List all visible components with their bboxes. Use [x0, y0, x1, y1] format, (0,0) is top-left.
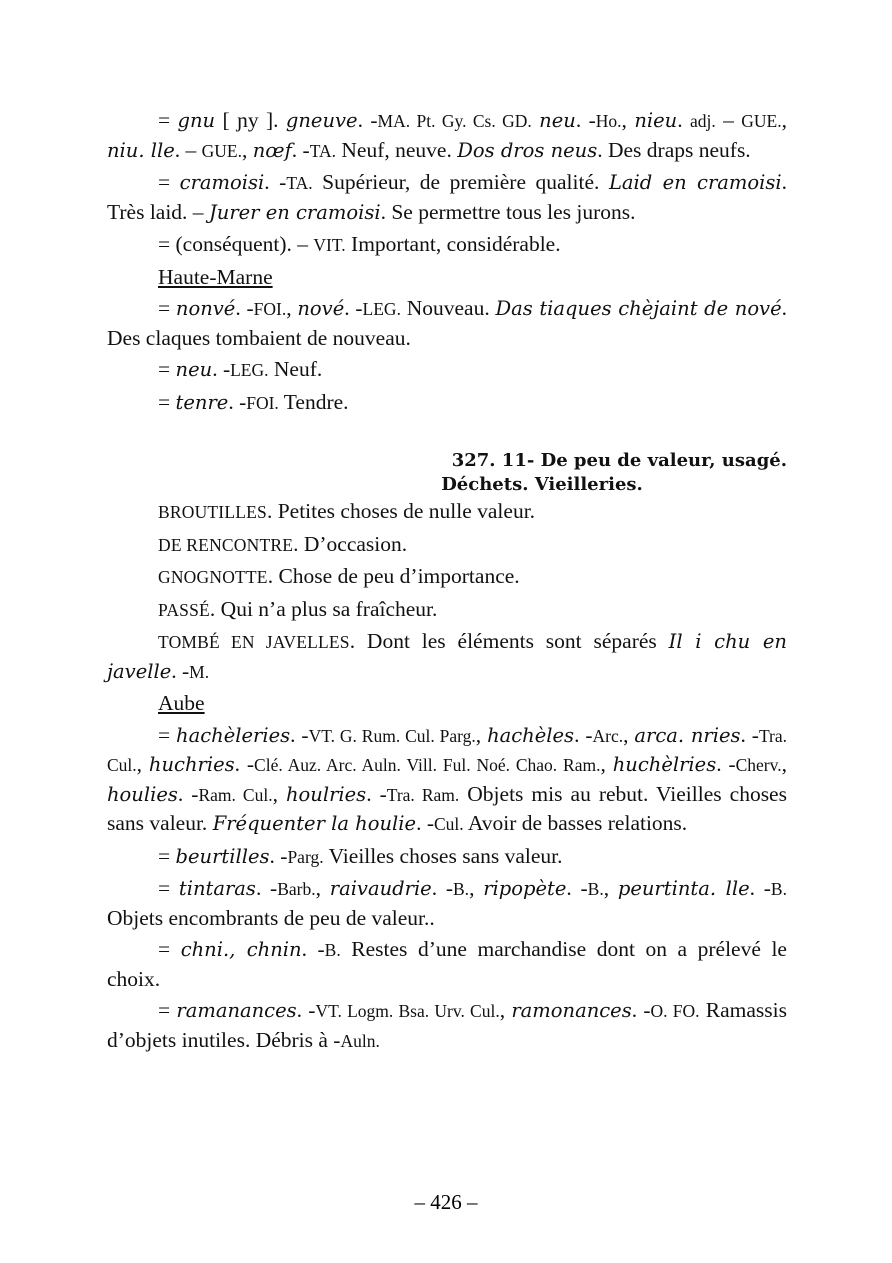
- dialect-form: Il i chu en javelle: [107, 630, 787, 683]
- abbrev-text: O. FO.: [650, 1001, 700, 1021]
- dialect-form: nonvé: [175, 297, 236, 320]
- page-body: [107, 106, 787, 1058]
- dialect-form: nœf: [252, 138, 292, 162]
- entry-text: ,: [475, 722, 488, 747]
- entry-text: =: [158, 998, 177, 1022]
- dialect-form: Laid en cramoisi: [608, 171, 782, 194]
- abbrev-text: Tra. Ram.: [386, 784, 460, 805]
- entry-text: =: [158, 722, 177, 747]
- entry-chni: [107, 935, 787, 993]
- entry-text: . -: [749, 876, 771, 900]
- entry-text: . -: [291, 137, 310, 162]
- entry-text: . -: [171, 658, 190, 683]
- entry-text: =: [158, 170, 180, 194]
- entry-text: ,: [469, 876, 484, 900]
- entry-text: Vieilles choses sans valeur.: [323, 843, 563, 868]
- entry-text: ,: [315, 876, 330, 900]
- abbrev-text: Tra. Cul.: [107, 725, 787, 775]
- entry-text: . -: [296, 998, 316, 1022]
- entry-tombe: [107, 627, 787, 686]
- region-heading-haute-marne: [107, 263, 787, 292]
- entry-passe: [107, 595, 787, 625]
- abbrev-text: Parg.: [287, 846, 324, 867]
- abbrev-text: Ram. Cul.: [198, 784, 273, 805]
- dialect-form: tintaras: [178, 877, 256, 900]
- dialect-form: ramonances: [511, 999, 632, 1022]
- dialect-form: peurtinta. lle: [617, 877, 750, 900]
- entry-text: . Dont les éléments sont séparés: [349, 629, 669, 653]
- dialect-form: nieu: [634, 109, 678, 132]
- abbrev-text: TOMBÉ EN JAVELLES: [158, 632, 350, 652]
- entry-text: =: [158, 843, 176, 868]
- abbrev-text: B.: [324, 940, 341, 960]
- entry-text: Aube: [158, 691, 205, 715]
- entry-text: ,: [781, 752, 787, 776]
- entry-beurtilles: [107, 842, 787, 872]
- dialect-form: niu. lle: [107, 138, 175, 162]
- entry-text: . -: [235, 296, 254, 320]
- entry-text: . -: [264, 170, 287, 194]
- entry-consequent: [107, 230, 787, 260]
- entry-text: = (conséquent). –: [158, 232, 314, 256]
- entry-text: ,: [623, 722, 635, 747]
- section-heading-line2: Déchets. Vieilleries.: [441, 474, 643, 495]
- entry-text: . -: [431, 876, 453, 900]
- entry-text: . -: [575, 108, 596, 132]
- abbrev-text: Clé. Auz. Arc. Auln. Vill. Ful. Noé. Chao. Ram.: [254, 755, 601, 775]
- entry-text: ,: [286, 296, 298, 320]
- region-heading-aube: [107, 689, 787, 718]
- abbrev-text: B.: [587, 879, 604, 899]
- entry-text: . -: [566, 876, 588, 900]
- entry-text: . -: [269, 843, 288, 868]
- abbrev-text: TA.: [309, 140, 337, 161]
- abbrev-text: LEG.: [362, 299, 401, 319]
- abbrev-text: FOI.: [253, 299, 287, 319]
- abbrev-text: Cul.: [433, 814, 464, 834]
- dialect-form: beurtilles: [175, 844, 270, 868]
- entry-text: Important, considérable.: [345, 232, 561, 256]
- entry-ramanances: [107, 996, 787, 1055]
- dialect-form: Fréquenter la houlie: [212, 812, 417, 835]
- entry-text: . -: [416, 811, 434, 835]
- entry-text: . -: [344, 296, 363, 320]
- abbrev-text: B.: [770, 879, 787, 899]
- entry-text: =: [158, 108, 178, 132]
- abbrev-text: GUE.: [201, 140, 242, 161]
- abbrev-text: VIT.: [313, 235, 346, 255]
- entry-text: . Des claques tombaient de nouveau.: [107, 296, 787, 350]
- entry-text: =: [158, 389, 176, 414]
- abbrev-text: Cherv.: [735, 755, 782, 775]
- entry-text: . -: [716, 752, 736, 776]
- dialect-form: Dos dros neus: [457, 138, 598, 162]
- abbrev-text: VT. Logm. Bsa. Urv. Cul.: [315, 1001, 500, 1021]
- dialect-form: Das tiaques chèjaint de nové: [495, 297, 782, 320]
- entry-text: ,: [621, 108, 635, 132]
- entry-broutilles: [107, 497, 787, 527]
- dialect-form: hachèleries: [176, 723, 291, 747]
- entry-text: ,: [241, 137, 253, 162]
- section-heading: [107, 449, 787, 497]
- entry-text: Supérieur, de première qualité.: [312, 170, 609, 194]
- dialect-form: Jurer en cramoisi: [208, 200, 381, 224]
- entry-text: [ ɲy ].: [215, 108, 286, 132]
- entry-text: =: [158, 357, 176, 381]
- entry-text: . -: [301, 937, 325, 961]
- entry-text: Objets encombrants de peu de valeur..: [107, 905, 435, 930]
- dialect-form: hachèles: [487, 723, 575, 747]
- abbrev-text: TA.: [286, 173, 313, 193]
- entry-text: Restes d’une marchandise dont on a prélevé le choix.: [107, 937, 787, 991]
- abbrev-text: FOI.: [246, 392, 279, 413]
- entry-text: . –: [174, 137, 202, 162]
- abbrev-text: MA. Pt. Gy. Cs. GD.: [377, 111, 532, 131]
- entry-text: ,: [499, 998, 512, 1022]
- entry-text: ,: [603, 876, 618, 900]
- entry-hacheleries: [107, 721, 787, 839]
- dialect-form: ramanances: [176, 999, 297, 1022]
- entry-text: Neuf.: [268, 357, 323, 381]
- entry-nonve: [107, 294, 787, 352]
- abbrev-text: Barb.: [277, 879, 316, 899]
- entry-text: =: [158, 937, 181, 961]
- abbrev-text: BROUTILLES: [158, 502, 267, 522]
- abbrev-text: PASSÉ: [158, 599, 210, 620]
- entry-text: . Se permettre tous les jurons.: [380, 199, 636, 224]
- dialect-form: neu: [539, 109, 576, 132]
- entry-cramoisi: [107, 168, 787, 227]
- entry-rencontre: [107, 530, 787, 560]
- entry-text: . -: [631, 998, 651, 1022]
- section-heading-line1: 327. 11- De peu de valeur, usagé.: [451, 450, 787, 471]
- dialect-form: gnu: [177, 109, 216, 132]
- entry-text: . -: [228, 389, 247, 414]
- dialect-form: chni., chnin: [180, 938, 302, 961]
- entry-text: Nouveau.: [400, 296, 496, 320]
- entry-text: . Petites choses de nulle valeur.: [266, 499, 536, 523]
- entry-text: . -: [366, 781, 387, 806]
- entry-gnu: [107, 106, 787, 165]
- dialect-form: arca. nries: [634, 723, 741, 747]
- entry-text: =: [158, 296, 176, 320]
- entry-text: ,: [781, 108, 787, 132]
- dialect-form: huchries: [148, 753, 235, 776]
- abbrev-text: Ho.: [595, 111, 622, 131]
- abbrev-text: Arc.: [592, 725, 624, 746]
- entry-text: . Chose de peu d’importance.: [267, 564, 520, 588]
- abbrev-text: VT. G. Rum. Cul. Parg.: [308, 725, 476, 746]
- entry-text: Avoir de basses relations.: [463, 811, 688, 835]
- dialect-form: gneuve: [285, 109, 358, 132]
- entry-tenre: [107, 388, 787, 418]
- section-gap: [107, 420, 787, 449]
- abbrev-text: Auln.: [340, 1030, 380, 1051]
- entry-text: . Très laid. –: [107, 170, 787, 224]
- entry-text: . -: [212, 357, 231, 381]
- abbrev-text: LEG.: [230, 360, 269, 380]
- dialect-form: neu: [175, 358, 213, 381]
- entry-text: Objets mis au rebut. Vieilles choses sans valeur.: [107, 781, 787, 835]
- dialect-form: ripopète: [483, 877, 567, 900]
- dialect-form: nové: [297, 297, 345, 320]
- entry-text: ,: [272, 781, 286, 806]
- dialect-form: huchèlries: [612, 753, 717, 776]
- entry-text: . -: [177, 781, 199, 806]
- entry-text: =: [158, 876, 179, 900]
- entry-text: . D’occasion.: [293, 531, 408, 556]
- entry-text: .: [677, 108, 690, 132]
- entry-text: . -: [740, 722, 759, 747]
- abbrev-text: M.: [189, 661, 210, 682]
- entry-text: . Des draps neufs.: [597, 137, 751, 162]
- abbrev-text: B.: [453, 879, 470, 899]
- dialect-form: houlies: [107, 782, 178, 806]
- entries-bottom: [107, 497, 787, 1055]
- entry-text: –: [715, 108, 742, 132]
- entry-text: ,: [600, 752, 613, 776]
- page-number: – 426 –: [414, 1190, 478, 1214]
- dialect-form: cramoisi: [179, 171, 265, 194]
- entry-text: . Qui n’a plus sa fraîcheur.: [209, 596, 438, 621]
- dialect-form: tenre: [175, 390, 229, 414]
- entries-top: [107, 106, 787, 417]
- dialect-form: raivaudrie: [329, 877, 432, 900]
- dialect-form: houlries: [285, 782, 367, 806]
- entry-text: Haute-Marne: [158, 264, 273, 289]
- abbrev-text: adj.: [689, 111, 716, 131]
- entry-tintaras: [107, 874, 787, 932]
- entry-text: Neuf, neuve.: [336, 137, 458, 162]
- entry-text: . -: [574, 722, 593, 747]
- entry-text: Ramassis d’objets inutiles. Débris à -: [107, 998, 787, 1052]
- entry-text: . -: [255, 876, 278, 900]
- entry-text: Tendre.: [278, 389, 349, 414]
- abbrev-text: GUE.: [741, 111, 782, 131]
- entry-neu: [107, 355, 787, 385]
- entry-gnognotte: [107, 562, 787, 592]
- abbrev-text: GNOGNOTTE: [158, 567, 268, 587]
- entry-text: . -: [357, 108, 378, 132]
- entry-text: ,: [136, 752, 149, 776]
- abbrev-text: DE RENCONTRE: [158, 534, 294, 555]
- entry-text: . -: [234, 752, 255, 776]
- entry-text: . -: [290, 722, 309, 747]
